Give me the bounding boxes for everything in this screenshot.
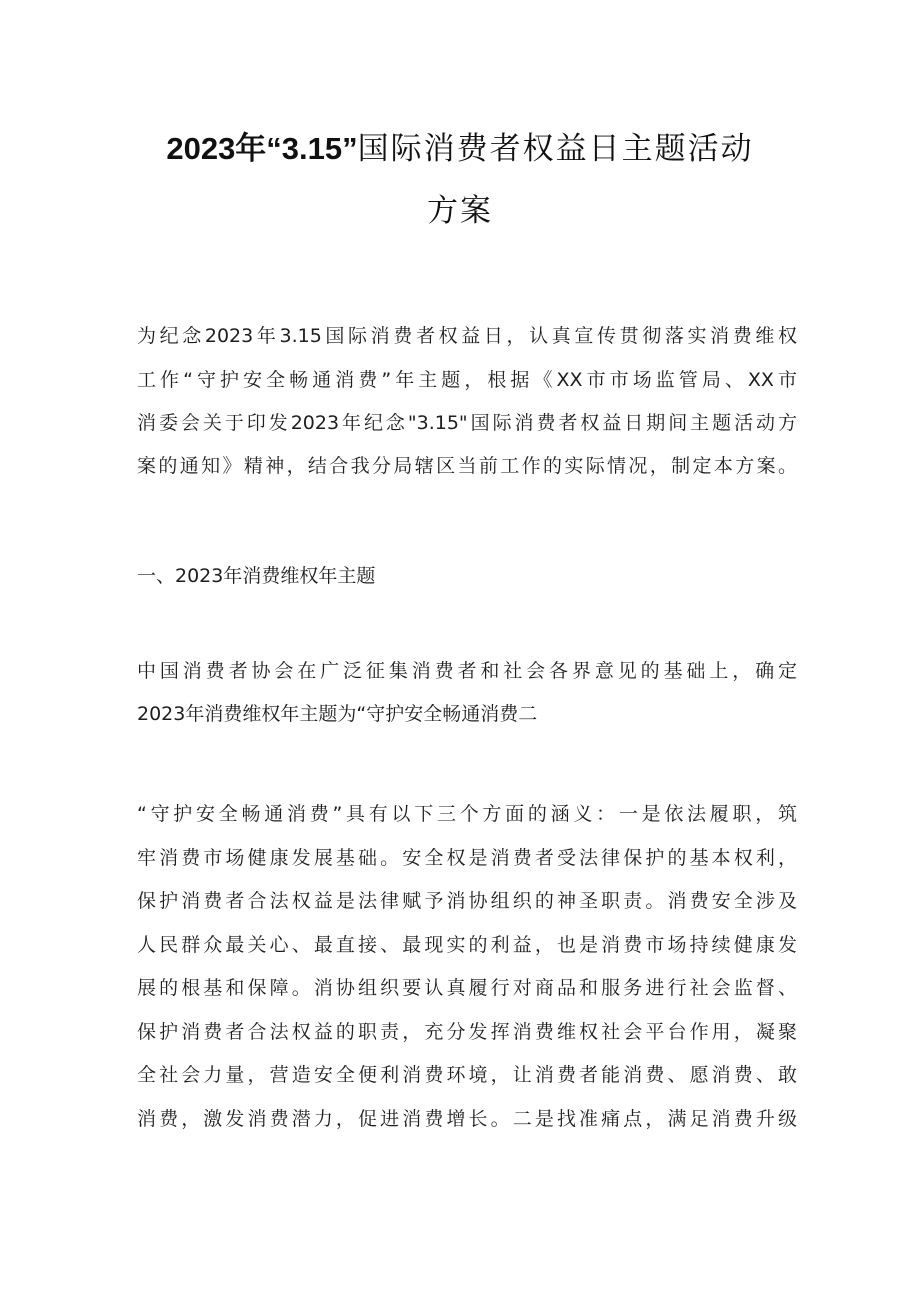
document-title-line-2: 方案 xyxy=(427,193,493,229)
intro-line-4: 案的通知》精神，结合我分局辖区当前工作的实际情况，制定本方案。 xyxy=(137,455,797,477)
section-1-body-line-8: 消费，激发消费潜力，促进消费增长。二是找准痛点，满足消费升级 xyxy=(137,1108,797,1130)
section-1-body-line-1: “守护安全畅通消费”具有以下三个方面的涵义：一是依法履职，筑 xyxy=(137,803,797,825)
section-1-para-line-1: 中国消费者协会在广泛征集消费者和社会各界意见的基础上，确定 xyxy=(137,660,797,682)
intro-line-1: 为纪念2023年3.15国际消费者权益日，认真宣传贯彻落实消费维权 xyxy=(137,325,797,347)
intro-line-2: 工作“守护安全畅通消费”年主题，根据《XX市市场监管局、XX市 xyxy=(137,369,797,391)
section-1-body-line-3: 保护消费者合法权益是法律赋予消协组织的神圣职责。消费安全涉及 xyxy=(137,890,797,912)
title-year-part: 2023年“3.15” xyxy=(166,131,358,166)
intro-line-3: 消委会关于印发2023年纪念"3.15"国际消费者权益日期间主题活动方 xyxy=(137,412,797,434)
document-title-line-1 xyxy=(0,133,920,165)
title-main-part: 国际消费者权益日主题活动 xyxy=(357,131,754,167)
section-1-body-line-4: 人民群众最关心、最直接、最现实的利益，也是消费市场持续健康发 xyxy=(137,934,797,956)
section-1-para-line-2: 2023年消费维权年主题为“守护安全畅通消费二 xyxy=(137,703,538,725)
section-1-body-line-5: 展的根基和保障。消协组织要认真履行对商品和服务进行社会监督、 xyxy=(137,977,797,999)
section-1-body-line-6: 保护消费者合法权益的职责，充分发挥消费维权社会平台作用，凝聚 xyxy=(137,1021,797,1043)
section-1-body-line-7: 全社会力量，营造安全便利消费环境，让消费者能消费、愿消费、敢 xyxy=(137,1064,797,1086)
section-1-body-line-2: 牢消费市场健康发展基础。安全权是消费者受法律保护的基本权利， xyxy=(137,847,797,869)
section-1-heading: 一、2023年消费维权年主题 xyxy=(137,565,376,587)
